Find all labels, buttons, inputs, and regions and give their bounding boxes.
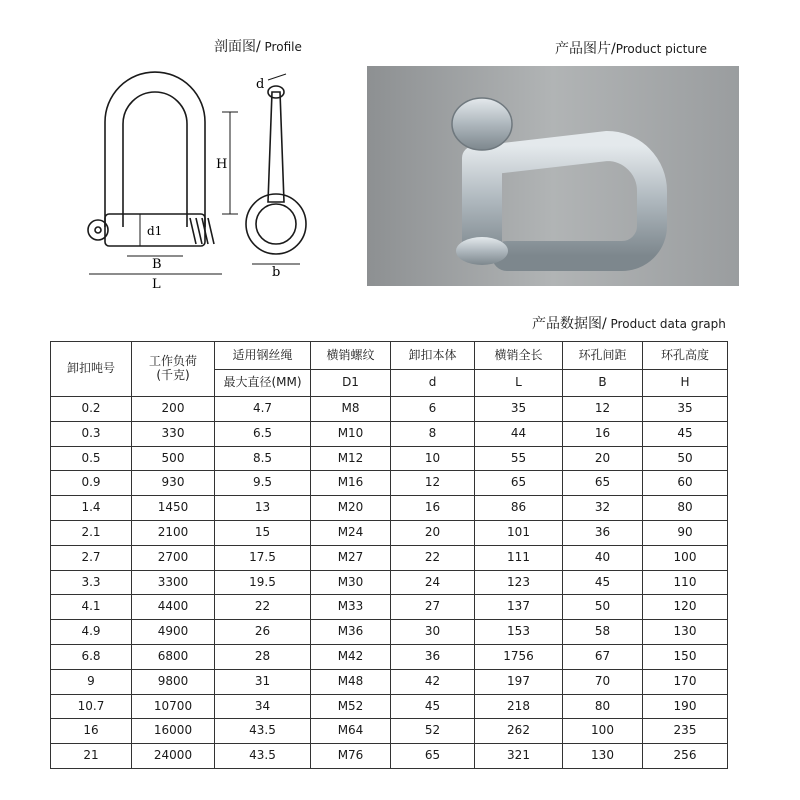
picture-caption <box>555 38 707 58</box>
cell-working-load: 330 <box>132 421 215 446</box>
cell-body-d: 30 <box>391 620 475 645</box>
cell-pin-length: 86 <box>475 496 563 521</box>
cell-working-load: 2700 <box>132 545 215 570</box>
cell-rope-diameter: 15 <box>215 520 311 545</box>
header-eye-spacing: 环孔间距 <box>563 342 643 370</box>
cell-pin-length: 321 <box>475 744 563 769</box>
side-view-eye <box>246 194 306 254</box>
cell-eye-spacing: 130 <box>563 744 643 769</box>
subheader-D1: D1 <box>311 370 391 397</box>
cell-pin-thread: M16 <box>311 471 391 496</box>
cell-eye-spacing: 36 <box>563 520 643 545</box>
cell-eye-height: 90 <box>643 520 728 545</box>
cell-eye-spacing: 100 <box>563 719 643 744</box>
cell-tonnage: 0.5 <box>51 446 132 471</box>
cell-eye-spacing: 45 <box>563 570 643 595</box>
cell-eye-spacing: 50 <box>563 595 643 620</box>
table-row <box>51 644 728 669</box>
subheader-L: L <box>475 370 563 397</box>
cell-eye-height: 256 <box>643 744 728 769</box>
table-row <box>51 595 728 620</box>
cell-working-load: 2100 <box>132 520 215 545</box>
cell-rope-diameter: 43.5 <box>215 719 311 744</box>
cell-eye-spacing: 70 <box>563 669 643 694</box>
table-row <box>51 545 728 570</box>
shackle-body-inner <box>123 92 187 227</box>
cell-eye-height: 190 <box>643 694 728 719</box>
header-wire-rope: 适用钢丝绳 <box>215 342 311 370</box>
shackle-body-outer <box>105 72 205 227</box>
table-row <box>51 446 728 471</box>
cell-eye-spacing: 40 <box>563 545 643 570</box>
cell-eye-spacing: 58 <box>563 620 643 645</box>
picture-caption-en: Product picture <box>615 42 708 56</box>
cell-eye-spacing: 80 <box>563 694 643 719</box>
cell-pin-thread: M20 <box>311 496 391 521</box>
pin-thread <box>190 218 214 244</box>
cell-working-load: 10700 <box>132 694 215 719</box>
cell-eye-height: 45 <box>643 421 728 446</box>
cell-working-load: 200 <box>132 397 215 422</box>
cell-tonnage: 21 <box>51 744 132 769</box>
header-working-load <box>132 342 215 397</box>
cell-rope-diameter: 17.5 <box>215 545 311 570</box>
cell-body-d: 8 <box>391 421 475 446</box>
cell-rope-diameter: 6.5 <box>215 421 311 446</box>
cell-body-d: 52 <box>391 719 475 744</box>
cell-eye-spacing: 12 <box>563 397 643 422</box>
cell-eye-spacing: 67 <box>563 644 643 669</box>
cell-tonnage: 6.8 <box>51 644 132 669</box>
cell-rope-diameter: 26 <box>215 620 311 645</box>
cell-body-d: 20 <box>391 520 475 545</box>
cell-rope-diameter: 9.5 <box>215 471 311 496</box>
cell-tonnage: 0.2 <box>51 397 132 422</box>
data-caption-cn: 产品数据图/ <box>532 316 607 332</box>
cell-pin-thread: M76 <box>311 744 391 769</box>
cell-pin-thread: M27 <box>311 545 391 570</box>
subheader-max-diameter: 最大直径(MM) <box>215 370 311 397</box>
cell-body-d: 42 <box>391 669 475 694</box>
cell-pin-length: 137 <box>475 595 563 620</box>
product-photo <box>367 66 739 286</box>
cell-rope-diameter: 4.7 <box>215 397 311 422</box>
cell-pin-thread: M52 <box>311 694 391 719</box>
table-row <box>51 496 728 521</box>
header-working-load-unit: (千克) <box>156 368 190 382</box>
cell-tonnage: 2.7 <box>51 545 132 570</box>
cell-rope-diameter: 43.5 <box>215 744 311 769</box>
cell-body-d: 36 <box>391 644 475 669</box>
cell-rope-diameter: 34 <box>215 694 311 719</box>
cell-pin-length: 35 <box>475 397 563 422</box>
dim-label-H: H <box>216 157 228 172</box>
cell-eye-height: 80 <box>643 496 728 521</box>
cell-eye-spacing: 65 <box>563 471 643 496</box>
cell-pin-thread: M10 <box>311 421 391 446</box>
cell-eye-spacing: 16 <box>563 421 643 446</box>
profile-caption-en: Profile <box>260 40 302 54</box>
cell-pin-length: 153 <box>475 620 563 645</box>
table-row <box>51 520 728 545</box>
cell-tonnage: 10.7 <box>51 694 132 719</box>
cell-working-load: 500 <box>132 446 215 471</box>
cell-working-load: 4900 <box>132 620 215 645</box>
cell-eye-spacing: 32 <box>563 496 643 521</box>
table-row <box>51 719 728 744</box>
header-body: 卸扣本体 <box>391 342 475 370</box>
header-pin-length: 横销全长 <box>475 342 563 370</box>
cell-rope-diameter: 22 <box>215 595 311 620</box>
cell-body-d: 16 <box>391 496 475 521</box>
cell-body-d: 27 <box>391 595 475 620</box>
profile-caption <box>214 36 302 56</box>
cell-eye-height: 130 <box>643 620 728 645</box>
cell-tonnage: 0.3 <box>51 421 132 446</box>
cell-eye-height: 170 <box>643 669 728 694</box>
cell-working-load: 24000 <box>132 744 215 769</box>
cell-tonnage: 2.1 <box>51 520 132 545</box>
cell-tonnage: 4.9 <box>51 620 132 645</box>
cell-pin-thread: M42 <box>311 644 391 669</box>
cell-eye-height: 60 <box>643 471 728 496</box>
cell-pin-thread: M36 <box>311 620 391 645</box>
product-data-table <box>50 341 728 769</box>
table-row <box>51 570 728 595</box>
subheader-d: d <box>391 370 475 397</box>
cell-body-d: 6 <box>391 397 475 422</box>
cell-eye-height: 235 <box>643 719 728 744</box>
cell-working-load: 16000 <box>132 719 215 744</box>
table-row <box>51 397 728 422</box>
cell-pin-thread: M8 <box>311 397 391 422</box>
cell-pin-thread: M48 <box>311 669 391 694</box>
cell-pin-length: 65 <box>475 471 563 496</box>
dim-label-d: d <box>256 77 265 92</box>
cell-tonnage: 0.9 <box>51 471 132 496</box>
cell-tonnage: 4.1 <box>51 595 132 620</box>
cell-pin-thread: M30 <box>311 570 391 595</box>
cell-pin-thread: M12 <box>311 446 391 471</box>
cell-pin-length: 111 <box>475 545 563 570</box>
cell-eye-height: 150 <box>643 644 728 669</box>
table-row <box>51 669 728 694</box>
dim-label-B: B <box>152 257 162 272</box>
cell-pin-length: 44 <box>475 421 563 446</box>
cell-body-d: 45 <box>391 694 475 719</box>
cell-rope-diameter: 8.5 <box>215 446 311 471</box>
cell-pin-length: 1756 <box>475 644 563 669</box>
table-row <box>51 620 728 645</box>
cell-rope-diameter: 19.5 <box>215 570 311 595</box>
cell-tonnage: 1.4 <box>51 496 132 521</box>
cell-pin-thread: M33 <box>311 595 391 620</box>
data-caption <box>532 313 726 333</box>
cell-eye-height: 110 <box>643 570 728 595</box>
cell-rope-diameter: 13 <box>215 496 311 521</box>
cell-eye-height: 100 <box>643 545 728 570</box>
cell-working-load: 4400 <box>132 595 215 620</box>
cell-body-d: 12 <box>391 471 475 496</box>
header-working-load-label: 工作负荷 <box>148 354 197 369</box>
cell-rope-diameter: 28 <box>215 644 311 669</box>
header-eye-height: 环孔高度 <box>643 342 728 370</box>
cell-working-load: 3300 <box>132 570 215 595</box>
side-view-profile <box>268 92 284 202</box>
cell-body-d: 10 <box>391 446 475 471</box>
table-row <box>51 744 728 769</box>
profile-drawing <box>72 62 342 302</box>
cell-tonnage: 16 <box>51 719 132 744</box>
cell-pin-thread: M24 <box>311 520 391 545</box>
dim-label-L: L <box>152 277 161 292</box>
table-row <box>51 471 728 496</box>
cell-pin-length: 123 <box>475 570 563 595</box>
header-pin-thread: 横销螺纹 <box>311 342 391 370</box>
header-shackle-tonnage: 卸扣吨号 <box>51 342 132 397</box>
cell-pin-length: 55 <box>475 446 563 471</box>
cell-pin-length: 197 <box>475 669 563 694</box>
cell-pin-length: 262 <box>475 719 563 744</box>
table-body <box>51 397 728 769</box>
cell-pin-thread: M64 <box>311 719 391 744</box>
cell-body-d: 22 <box>391 545 475 570</box>
cell-body-d: 24 <box>391 570 475 595</box>
cell-tonnage: 3.3 <box>51 570 132 595</box>
subheader-H: H <box>643 370 728 397</box>
cell-working-load: 6800 <box>132 644 215 669</box>
cell-pin-length: 101 <box>475 520 563 545</box>
cell-working-load: 930 <box>132 471 215 496</box>
cell-rope-diameter: 31 <box>215 669 311 694</box>
data-caption-en: Product data graph <box>606 317 726 331</box>
picture-caption-cn: 产品图片/ <box>555 41 616 57</box>
cell-tonnage: 9 <box>51 669 132 694</box>
table-row <box>51 694 728 719</box>
cell-eye-height: 35 <box>643 397 728 422</box>
dim-label-d1: d1 <box>147 224 163 238</box>
cell-working-load: 1450 <box>132 496 215 521</box>
profile-caption-cn: 剖面图/ <box>214 39 261 55</box>
cell-eye-height: 50 <box>643 446 728 471</box>
cell-pin-length: 218 <box>475 694 563 719</box>
table-row <box>51 421 728 446</box>
cell-working-load: 9800 <box>132 669 215 694</box>
subheader-B: B <box>563 370 643 397</box>
cell-eye-spacing: 20 <box>563 446 643 471</box>
dim-label-b: b <box>272 265 281 280</box>
cell-body-d: 65 <box>391 744 475 769</box>
cell-eye-height: 120 <box>643 595 728 620</box>
